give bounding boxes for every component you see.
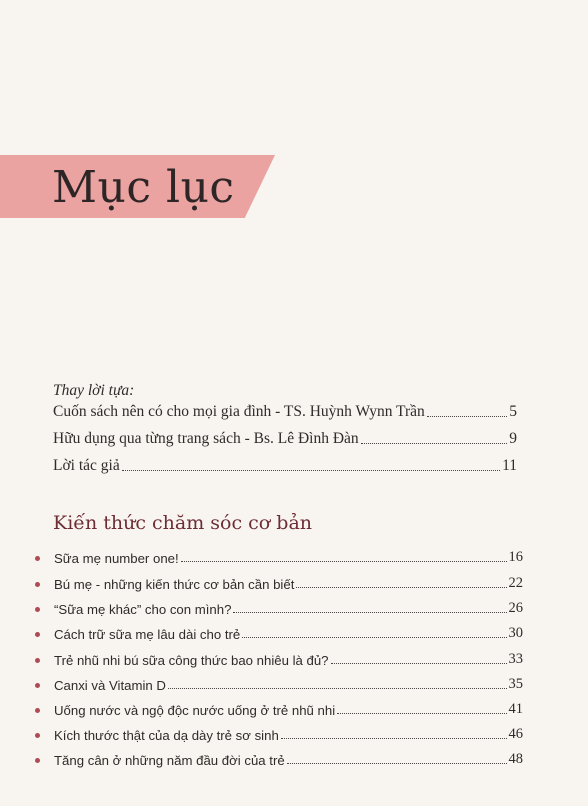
toc-entry-foreword-1[interactable] <box>53 401 517 421</box>
dot-leader <box>361 443 508 444</box>
toc-item[interactable] <box>35 723 523 743</box>
toc-item-text: Kích thước thật của dạ dày trẻ sơ sinh <box>54 728 279 743</box>
bullet-icon <box>35 607 40 612</box>
toc-item[interactable] <box>35 698 523 718</box>
dot-leader <box>331 663 507 664</box>
bullet-icon <box>35 582 40 587</box>
dot-leader <box>181 561 507 562</box>
toc-entry-author-note[interactable] <box>53 455 517 475</box>
toc-entry-text: Hữu dụng qua từng trang sách - Bs. Lê Đình Đàn <box>53 430 359 447</box>
toc-item-text: Uống nước và ngộ độc nước uống ở trẻ nhũ nhi <box>54 703 336 718</box>
bullet-icon <box>35 556 40 561</box>
dot-leader <box>296 587 506 588</box>
dot-leader <box>168 688 507 689</box>
toc-item-page: 30 <box>508 625 523 641</box>
toc-entry-page: 9 <box>509 430 517 447</box>
toc-item-page: 48 <box>508 751 523 767</box>
toc-entry-page: 11 <box>502 457 517 474</box>
toc-entry-text: Cuốn sách nên có cho mọi gia đình - TS. Huỳnh Wynn Trần <box>53 403 425 420</box>
toc-item-page: 16 <box>508 549 523 565</box>
page-title: Mục lục <box>52 162 235 213</box>
toc-item-page: 33 <box>508 651 523 667</box>
bullet-icon <box>35 658 40 663</box>
toc-item[interactable] <box>35 597 523 617</box>
bullet-icon <box>35 632 40 637</box>
toc-item[interactable] <box>35 572 523 592</box>
toc-item[interactable] <box>35 648 523 668</box>
bullet-icon <box>35 758 40 763</box>
dot-leader <box>122 470 500 471</box>
toc-item[interactable] <box>35 748 523 768</box>
toc-item-page: 35 <box>508 676 523 692</box>
section-title: Kiến thức chăm sóc cơ bản <box>53 512 313 534</box>
toc-item-page: 46 <box>508 726 523 742</box>
dot-leader <box>281 738 507 739</box>
dot-leader <box>233 612 506 613</box>
intro-heading: Thay lời tựa: <box>53 382 135 399</box>
toc-item-text: “Sữa mẹ khác” cho con mình? <box>54 602 232 617</box>
toc-item[interactable] <box>35 673 523 693</box>
toc-item-text: Sữa mẹ number one! <box>54 551 179 566</box>
dot-leader <box>427 416 507 417</box>
toc-item-page: 41 <box>508 701 523 717</box>
toc-item[interactable] <box>35 622 523 642</box>
bullet-icon <box>35 733 40 738</box>
dot-leader <box>337 713 506 714</box>
bullet-icon <box>35 708 40 713</box>
bullet-icon <box>35 683 40 688</box>
toc-item-page: 26 <box>508 600 523 616</box>
toc-item-text: Trẻ nhũ nhi bú sữa công thức bao nhiêu là đủ? <box>54 653 329 668</box>
dot-leader <box>242 637 506 638</box>
toc-item-text: Cách trữ sữa mẹ lâu dài cho trẻ <box>54 627 241 642</box>
toc-item-text: Bú mẹ - những kiến thức cơ bản cần biết <box>54 577 295 592</box>
toc-entry-text: Lời tác giả <box>53 457 120 474</box>
dot-leader <box>287 763 507 764</box>
toc-item-text: Canxi và Vitamin D <box>54 678 166 693</box>
toc-entry-foreword-2[interactable] <box>53 428 517 448</box>
toc-item[interactable] <box>35 546 523 566</box>
toc-item-text: Tăng cân ở những năm đầu đời của trẻ <box>54 753 285 768</box>
toc-entry-page: 5 <box>509 403 517 420</box>
toc-item-page: 22 <box>508 575 523 591</box>
